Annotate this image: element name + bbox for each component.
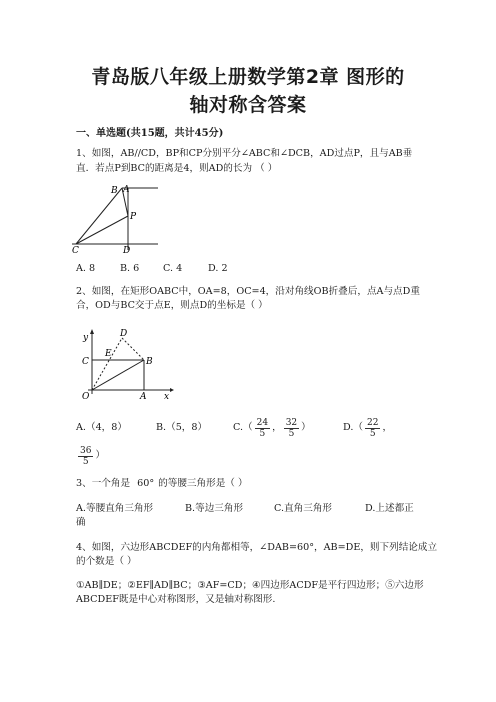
q2-option-c-close: ） [301,422,311,433]
q3-option-d: D.上述都正 [365,503,414,514]
q3-option-a: A.等腰直角三角形 [76,503,154,514]
q1-label-C: C [72,246,79,256]
q1-line-BC [76,188,122,244]
q2-option-c-frac2 [284,418,299,439]
q2-d-num1: 22 [367,417,379,428]
q1-label-D: D [123,246,131,256]
q1-label-B: B [111,186,118,196]
q2-label-O: O [82,392,90,400]
q2-label-A: A [140,392,147,400]
q2-option-d [343,413,392,443]
q2-option-c [233,413,311,443]
q2-label-D: D [120,329,128,339]
q1-option-d: D. 2 [208,263,228,274]
q2-c-den2: 5 [288,428,295,439]
q1-label-P: P [130,212,137,222]
q3-text-pre: 3、一个角是 [76,478,131,489]
q2-line-DB [122,338,144,360]
q2-text-line2: 合，OD与BC交于点E，则点D的坐标是（ ） [76,300,268,311]
section-heading: 一、单选题(共15题，共计45分) [76,128,224,139]
q2-x-axis-arrow [170,388,174,392]
q1-line-CP [76,216,128,244]
q1-text-line2: 直．若点P到BC的距离是4，则AD的长为 （ ） [76,163,278,174]
q2-label-x: x [164,392,170,400]
q2-c-num1: 24 [256,417,269,428]
q1-figure [70,182,170,256]
q2-c-num2: 32 [285,417,298,428]
q2-figure [74,326,174,400]
q2-c-den1: 5 [259,428,266,439]
q2-label-y: y [83,333,89,343]
q2-option-c-sep: ， [272,422,282,433]
q2-d-num2: 36 [80,445,92,456]
q3-option-b: B.等边三角形 [185,503,244,514]
q2-line-OD [92,338,122,390]
q4-text-line3: ①AB∥DE；②EF∥AD∥BC；③AF=CD；④四边形ACDF是平行四边形；⑤六边形 [76,580,424,591]
q2-line-OB [92,360,144,390]
q2-label-B: B [146,357,153,367]
q2-option-d-open: D.（ [343,422,363,433]
q2-label-C: C [82,357,89,367]
q1-option-b: B. 6 [120,263,140,274]
q3-angle: 60° [137,478,155,489]
q1-option-a: A. 8 [76,263,96,274]
q2-option-d-close: ） [95,450,106,461]
q3-option-d-cont: 确 [76,517,86,528]
q2-d-den1: 5 [369,428,376,439]
q1-text-line1: 1、如图，AB//CD，BP和CP分别平分∠ABC和∠DCB，AD过点P，且与AB垂 [76,148,413,159]
q2-text-line1: 2、如图，在矩形OABC中，OA=8，OC=4，沿对角线OB折叠后，点A与点D重 [76,286,420,297]
document-title-line1: 青岛版八年级上册数学第2章 图形的 [91,66,405,88]
q2-option-c-frac1 [255,418,270,439]
q3-text-post: 的等腰三角形是（ ） [158,478,248,489]
q4-text-line1: 4、如图，六边形ABCDEF的内角都相等，∠DAB=60°，AB=DE，则下列结论成立 [76,542,438,553]
q2-option-d-cont [76,441,105,471]
q3-option-c: C.直角三角形 [274,503,333,514]
q2-y-axis-arrow [90,329,94,334]
q4-text-line2: 的个数是（ ） [76,556,137,567]
q3-text [76,477,248,491]
q2-option-b: B.（5，8） [156,422,208,433]
q2-option-a: A.（4，8） [76,422,127,433]
q2-option-d-frac1 [365,418,380,439]
q1-option-c: C. 4 [163,263,183,274]
document-title-line2: 轴对称含答案 [189,94,307,116]
q4-text-line4: ABCDEF既是中心对称图形，又是轴对称图形. [76,594,276,605]
q1-label-A: A [123,185,130,195]
q2-option-d-frac2 [78,446,93,467]
q2-option-d-sep: ， [382,422,393,433]
q2-label-E: E [105,349,112,359]
q2-d-den2: 5 [82,456,89,467]
q2-option-c-open: C.（ [233,422,253,433]
